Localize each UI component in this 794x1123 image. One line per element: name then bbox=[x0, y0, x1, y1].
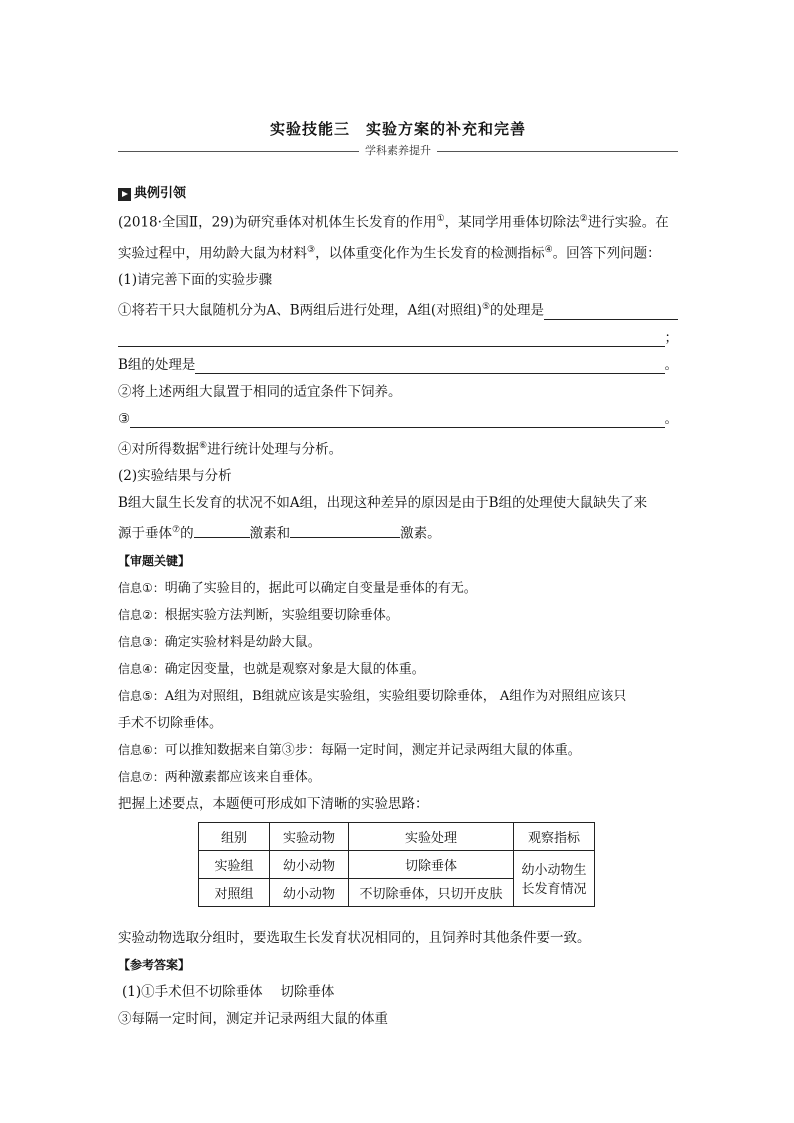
table-cell: 实验组 bbox=[199, 850, 270, 878]
step2: ②将上述两组大鼠置于相同的适宜条件下饲养。 bbox=[118, 383, 402, 400]
info-item: 信息②：根据实验方法判断，实验组要切除垂体。 bbox=[118, 607, 399, 623]
table-header: 观察指标 bbox=[514, 822, 595, 850]
part2-heading: (2)实验结果与分析 bbox=[118, 468, 232, 484]
table-cell: 幼小动物 bbox=[270, 878, 349, 906]
info-item: 手术不切除垂体。 bbox=[118, 715, 223, 731]
answer-blank[interactable] bbox=[118, 328, 665, 347]
info-item: 信息③：确定实验材料是幼龄大鼠。 bbox=[118, 634, 321, 650]
info-item: 信息⑦：两种激素都应该来自垂体。 bbox=[118, 769, 321, 785]
answer-line-1: (1)①手术但不切除垂体 切除垂体 bbox=[122, 983, 335, 1000]
answer-blank[interactable] bbox=[290, 521, 400, 538]
stepB-line: B组的处理是 。 bbox=[118, 356, 678, 373]
part1-heading: (1)请完善下面的实验步骤 bbox=[118, 272, 273, 288]
table-cell: 对照组 bbox=[199, 878, 270, 906]
table-header-row bbox=[199, 822, 595, 850]
answer-line-2: ③每隔一定时间，测定并记录两组大鼠的体重 bbox=[118, 1010, 388, 1027]
result-text-2: 源于垂体⑦的 激素和 激素。 bbox=[118, 517, 678, 548]
answer-blank[interactable] bbox=[130, 409, 664, 428]
document-page bbox=[118, 118, 678, 1033]
step1-line-2: ； bbox=[118, 325, 678, 352]
play-triangle-icon bbox=[118, 188, 131, 201]
answer-blank[interactable] bbox=[194, 521, 250, 538]
page-title: 实验技能三 实验方案的补充和完善 bbox=[269, 120, 526, 138]
experiment-table bbox=[198, 822, 595, 907]
table-header: 实验动物 bbox=[270, 822, 349, 850]
subtitle-divider bbox=[118, 142, 678, 160]
info-item: 信息④：确定因变量，也就是观察对象是大鼠的体重。 bbox=[118, 661, 425, 677]
step4: ④对所得数据⑥进行统计处理与分析。 bbox=[118, 440, 343, 457]
table-cell: 不切除垂体，只切开皮肤 bbox=[349, 878, 514, 906]
subtitle: 学科素养提升 bbox=[359, 142, 437, 160]
info-list bbox=[118, 575, 678, 791]
table-row bbox=[199, 850, 595, 878]
example-heading bbox=[118, 184, 678, 204]
table-cell: 幼小动物 bbox=[270, 850, 349, 878]
info-item: 信息⑥：可以推知数据来自第③步：每隔一定时间，测定并记录两组大鼠的体重。 bbox=[118, 742, 581, 758]
table-cell: 切除垂体 bbox=[349, 850, 514, 878]
step1-line: ①将若干只大鼠随机分为A、B两组后进行处理，A组(对照组)⑤的处理是 bbox=[118, 294, 678, 325]
summary-text: 把握上述要点，本题便可形成如下清晰的实验思路： bbox=[118, 795, 429, 812]
question-intro: (2018·全国Ⅱ，29)为研究垂体对机体生长发育的作用①，某同学用垂体切除法②进行实验。在实验过程中，用幼龄大鼠为材料③，以体重变化作为生长发育的检测指标④。回答下列问题： bbox=[118, 214, 669, 261]
note-text: 实验动物选取分组时，要选取生长发育状况相同的，且饲养时其他条件要一致。 bbox=[118, 929, 591, 946]
answer-heading: 【参考答案】 bbox=[118, 957, 191, 972]
step3-line: ③ 。 bbox=[118, 410, 678, 427]
info-item: 信息⑤：A组为对照组，B组就应该是实验组，实验组要切除垂体， A组作为对照组应该只 bbox=[118, 688, 627, 704]
table-header: 实验处理 bbox=[349, 822, 514, 850]
info-item: 信息①：明确了实验目的，据此可以确定自变量是垂体的有无。 bbox=[118, 580, 477, 596]
answer-blank[interactable] bbox=[544, 301, 678, 320]
answer-blank[interactable] bbox=[195, 355, 664, 374]
key-heading: 【审题关键】 bbox=[118, 553, 191, 568]
table-cell-merged: 幼小动物生 长发育情况 bbox=[514, 850, 595, 906]
table-header: 组别 bbox=[199, 822, 270, 850]
example-heading-label: 典例引领 bbox=[134, 186, 187, 201]
result-text: B组大鼠生长发育的状况不如A组，出现这种差异的原因是由于B组的处理使大鼠缺失了来 bbox=[118, 495, 648, 511]
